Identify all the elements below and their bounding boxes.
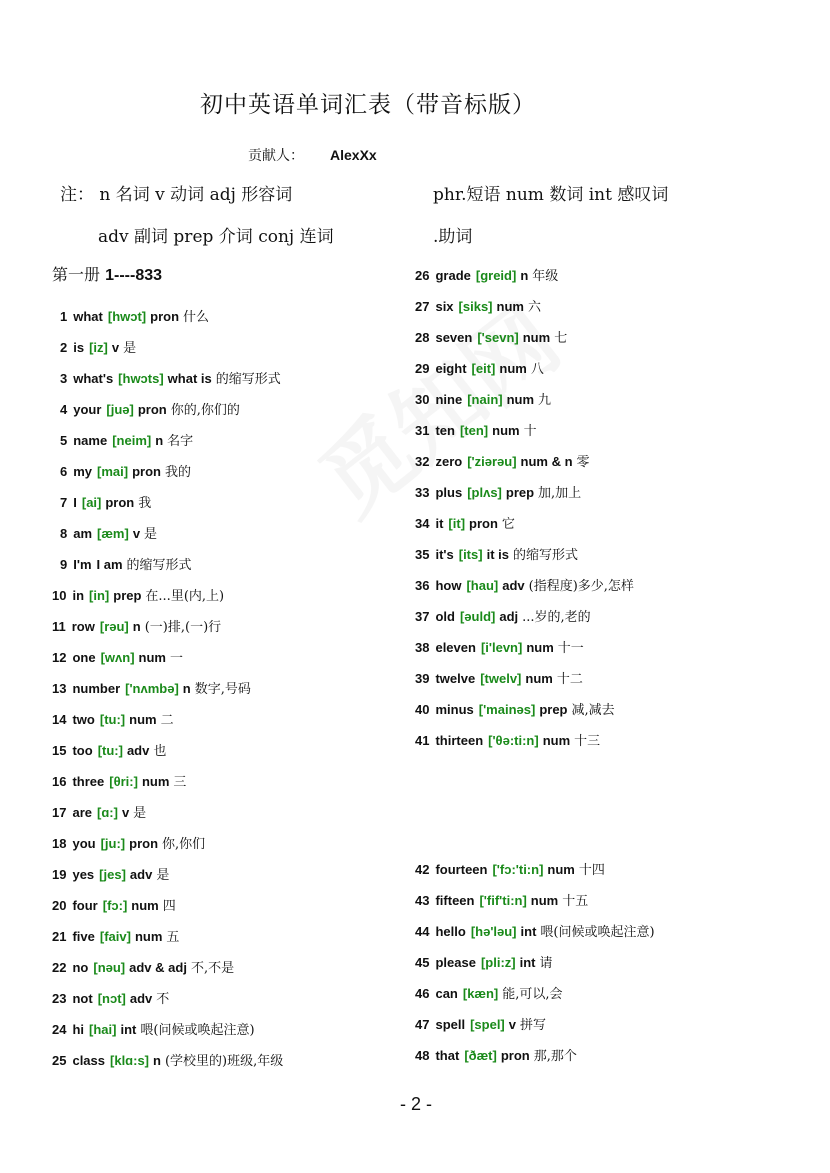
entry-pos: adv [126,743,150,758]
entry-word: no [72,960,89,975]
entry-phonetic: [in] [89,588,110,603]
entry-number: 9 [60,557,68,572]
entry-phonetic: ['fɔ:'ti:n] [492,862,544,877]
entry-word: too [72,743,93,758]
list-item [415,358,544,377]
entry-number: 14 [52,712,67,727]
entry-phonetic: [mai] [97,464,129,479]
entry-word: five [72,929,95,944]
entry-word: six [435,299,454,314]
entry-meaning: 名字 [167,434,194,449]
list-item [415,1045,577,1064]
list-item [415,296,541,315]
list-item [415,513,515,532]
list-item [415,389,551,408]
list-item [60,368,281,387]
list-item [415,730,600,749]
entry-meaning: 在...里(内,上) [145,589,225,604]
entry-pos: adj [499,609,519,624]
entry-meaning: 喂(问候或唤起注意) [140,1023,255,1038]
entry-pos: num [138,650,166,665]
entry-number: 24 [52,1022,67,1037]
entry-meaning: 三 [173,775,187,790]
list-item [415,921,655,940]
entry-meaning: (指程度)多少,怎样 [528,579,634,594]
section-heading [52,262,162,285]
entry-phonetic: ['nʌmbə] [125,681,179,696]
entry-phonetic: [pli:z] [480,955,516,970]
entry-meaning: 也 [153,744,167,759]
entry-pos: it is [486,547,509,562]
entry-word: three [72,774,105,789]
entry-number: 5 [60,433,68,448]
entry-number: 35 [415,547,430,562]
entry-phonetic: [siks] [458,299,493,314]
list-item [52,678,251,697]
entry-meaning: 什么 [183,310,210,325]
list-item [415,265,558,284]
page-number: - 2 - [400,1094,433,1114]
list-item [415,1014,546,1033]
entry-meaning: 减,减去 [571,703,615,718]
entry-phonetic: [jes] [99,867,126,882]
entry-pos: num & n [520,454,573,469]
entry-phonetic: [fɔ:] [102,898,128,913]
entry-phonetic: [nɔt] [97,991,126,1006]
entry-pos: pron [500,1048,530,1063]
entry-pos: adv [129,867,153,882]
list-item [415,952,553,971]
entry-phonetic: [θri:] [109,774,138,789]
entry-phonetic: [it] [448,516,466,531]
entry-word: in [72,588,85,603]
entry-meaning: 零 [576,455,590,470]
list-item [60,430,193,449]
entry-meaning: 它 [501,517,515,532]
entry-pos: num [131,898,159,913]
entry-phonetic: [faiv] [99,929,131,944]
entry-word: hello [435,924,466,939]
entry-meaning: 四 [162,899,176,914]
entry-phonetic: [ai] [81,495,102,510]
entry-phonetic: [juə] [106,402,134,417]
entry-phonetic: [its] [458,547,483,562]
entry-pos: num [525,671,553,686]
entry-number: 22 [52,960,67,975]
entry-pos: int [520,924,537,939]
list-item [415,890,588,909]
list-item [60,461,191,480]
list-item [52,926,179,945]
entry-pos: num [542,733,571,748]
entry-pos: num [530,893,559,908]
entry-number: 39 [415,671,430,686]
entry-word: not [72,991,93,1006]
entry-pos: v [132,526,141,541]
entry-meaning: 你,你们 [162,837,206,852]
entry-word: are [72,805,92,820]
entry-number: 20 [52,898,67,913]
entry-pos: what is [167,371,212,386]
entry-number: 37 [415,609,430,624]
entry-word: I'm [73,557,92,572]
entry-number: 26 [415,268,430,283]
entry-number: 42 [415,862,430,877]
entry-meaning: 六 [527,300,541,315]
entry-pos: num [506,392,535,407]
entry-pos: adv [129,991,153,1006]
entry-phonetic: ['sevn] [477,330,519,345]
entry-phonetic: [ten] [459,423,489,438]
entry-word: it [435,516,444,531]
entry-phonetic: [klɑ:s] [110,1053,150,1068]
list-item [52,709,174,728]
entry-meaning: 十五 [562,894,589,909]
entry-pos: v [111,340,120,355]
entry-number: 12 [52,650,67,665]
entry-pos: int [519,955,536,970]
entry-phonetic: ['θə:ti:n] [488,733,539,748]
page-title: 初中英语单词汇表（带音标版） [200,92,536,118]
list-item [60,337,136,356]
entry-word: four [72,898,98,913]
entry-number: 48 [415,1048,430,1063]
entry-phonetic: [əuld] [459,609,496,624]
entry-word: thirteen [435,733,484,748]
entry-number: 17 [52,805,67,820]
list-item [52,616,221,635]
section-range: 1----833 [105,267,163,284]
entry-pos: num [499,361,527,376]
entry-meaning: 能,可以,会 [502,987,563,1002]
entry-phonetic: [ɑ:] [97,805,118,820]
entry-pos: pron [469,516,498,531]
entry-meaning: 二 [160,713,174,728]
entry-meaning: 十一 [557,641,584,656]
list-item [415,420,537,439]
entry-phonetic: [greid] [475,268,517,283]
contributor [248,145,377,165]
entry-pos: pron [137,402,167,417]
list-item [52,802,146,821]
list-item [52,771,186,790]
entry-pos: adv & adj [129,960,187,975]
list-item [415,606,591,625]
entry-phonetic: [i'levn] [480,640,523,655]
entry-word: fourteen [435,862,488,877]
list-item [52,957,234,976]
entry-word: I [73,495,77,510]
entry-number: 33 [415,485,430,500]
entry-pos: I am [96,557,123,572]
entry-phonetic: [tu:] [97,743,123,758]
entry-meaning: 七 [554,331,568,346]
entry-number: 32 [415,454,430,469]
entry-meaning: 不,不是 [190,961,235,976]
legend-line-2: phr.短语 num 数词 int 感叹词 [433,185,669,205]
entry-meaning: 我的 [164,465,191,480]
entry-word: plus [435,485,463,500]
entry-number: 31 [415,423,430,438]
entry-word: seven [435,330,473,345]
list-item [415,699,615,718]
entry-meaning: 八 [530,362,544,377]
list-item [415,575,634,594]
list-item [60,492,151,511]
entry-word: please [435,955,476,970]
entry-phonetic: [spel] [470,1017,505,1032]
list-item [415,451,590,470]
entry-meaning: 的缩写形式 [512,548,578,563]
entry-word: row [71,619,95,634]
entry-phonetic: [tu:] [99,712,126,727]
entry-number: 25 [52,1053,67,1068]
entry-number: 8 [60,526,68,541]
entry-phonetic: [hwɔt] [107,309,147,324]
entry-pos: prep [539,702,568,717]
entry-word: fifteen [435,893,475,908]
entry-word: it's [435,547,454,562]
entry-pos: pron [105,495,135,510]
entry-number: 45 [415,955,430,970]
list-item [60,306,209,325]
list-item [52,864,169,883]
entry-number: 18 [52,836,67,851]
entry-word: one [72,650,96,665]
entry-word: nine [435,392,463,407]
contributor-name: AlexXx [330,147,377,163]
list-item [415,983,563,1002]
entry-word: grade [435,268,471,283]
entry-phonetic: [hai] [89,1022,117,1037]
entry-word: is [73,340,85,355]
entry-number: 1 [60,309,68,324]
legend-line-1: 注： n 名词 v 动词 adj 形容词 [60,185,293,205]
list-item [52,1019,255,1038]
entry-phonetic: [hau] [466,578,499,593]
entry-number: 38 [415,640,430,655]
entry-phonetic: [kæn] [462,986,499,1001]
entry-meaning: 不 [156,992,170,1007]
entry-word: can [435,986,458,1001]
entry-word: two [72,712,95,727]
entry-phonetic: [iz] [89,340,108,355]
entry-pos: pron [150,309,180,324]
list-item [415,637,584,656]
entry-phonetic: [nəu] [93,960,126,975]
entry-word: what [73,309,103,324]
entry-phonetic: [neim] [112,433,152,448]
entry-phonetic: [ðæt] [464,1048,497,1063]
list-item [52,895,176,914]
entry-phonetic: [nain] [467,392,503,407]
legend-line-3: adv 副词 prep 介词 conj 连词 [98,227,334,247]
entry-number: 4 [60,402,68,417]
entry-word: name [73,433,108,448]
entry-word: eight [435,361,467,376]
entry-pos: n [132,619,141,634]
entry-word: minus [435,702,474,717]
entry-meaning: 五 [166,930,180,945]
entry-phonetic: [wʌn] [100,650,135,665]
entry-word: zero [435,454,463,469]
entry-pos: num [526,640,554,655]
entry-word: am [73,526,93,541]
entry-number: 47 [415,1017,430,1032]
entry-meaning: 十四 [578,863,605,878]
entry-number: 21 [52,929,67,944]
entry-word: number [72,681,121,696]
entry-meaning: 是 [133,806,147,821]
entry-number: 40 [415,702,430,717]
entry-word: how [435,578,462,593]
entry-word: class [72,1053,106,1068]
entry-meaning: 我 [138,496,152,511]
entry-meaning: 一 [170,651,184,666]
list-item [52,647,183,666]
entry-meaning: 是 [123,341,137,356]
entry-pos: adv [502,578,525,593]
entry-number: 23 [52,991,67,1006]
entry-number: 36 [415,578,430,593]
entry-pos: num [496,299,524,314]
entry-pos: n [155,433,164,448]
entry-meaning: 九 [538,393,552,408]
entry-meaning: 拼写 [520,1018,547,1033]
entry-pos: pron [129,836,159,851]
legend-line-4: .助词 [433,227,473,247]
entry-pos: num [522,330,551,345]
entry-pos: n [520,268,529,283]
list-item [60,523,157,542]
list-item [415,327,567,346]
entry-word: ten [435,423,455,438]
entry-number: 28 [415,330,430,345]
contributor-label: 贡献人： [248,148,304,164]
entry-number: 16 [52,774,67,789]
entry-meaning: 喂(问候或唤起注意) [540,925,655,940]
list-item [415,859,605,878]
list-item [52,585,224,604]
entry-pos: n [153,1053,161,1068]
entry-number: 41 [415,733,430,748]
entry-number: 43 [415,893,430,908]
entry-pos: v [121,805,130,820]
list-item [52,833,205,852]
entry-number: 44 [415,924,430,939]
entry-meaning: (学校里的)班级,年级 [164,1054,284,1069]
entry-word: spell [435,1017,466,1032]
entry-meaning: 十三 [574,734,601,749]
entry-meaning: 请 [539,956,553,971]
entry-pos: num [129,712,157,727]
entry-number: 7 [60,495,68,510]
entry-meaning: 的缩写形式 [126,558,192,573]
entry-phonetic: ['fif'ti:n] [479,893,527,908]
entry-phonetic: [rəu] [99,619,129,634]
entry-meaning: 是 [156,868,170,883]
entry-number: 3 [60,371,68,386]
list-item [60,554,192,573]
entry-phonetic: [hwɔts] [118,371,164,386]
entry-number: 46 [415,986,430,1001]
list-item [52,1050,283,1069]
entry-pos: pron [132,464,161,479]
list-item [52,988,169,1007]
entry-meaning: 年级 [532,269,559,284]
entry-word: yes [72,867,95,882]
entry-meaning: 你的,你们的 [170,403,240,418]
entry-word: twelve [435,671,476,686]
entry-meaning: 那,那个 [533,1049,577,1064]
entry-number: 15 [52,743,67,758]
entry-word: you [72,836,96,851]
entry-meaning: ...岁的,老的 [522,610,591,625]
list-item [60,399,240,418]
entry-phonetic: [ju:] [100,836,126,851]
entry-phonetic: ['mainəs] [478,702,536,717]
list-item [415,482,581,501]
entry-phonetic: [æm] [97,526,129,541]
entry-pos: num [492,423,520,438]
entry-phonetic: [eit] [471,361,496,376]
entry-meaning: 十 [523,424,537,439]
entry-meaning: 十二 [556,672,583,687]
list-item [415,668,583,687]
section-label: 第一册 [52,265,101,284]
entry-number: 30 [415,392,430,407]
entry-pos: prep [113,588,142,603]
entry-word: hi [72,1022,85,1037]
entry-pos: v [508,1017,516,1032]
entry-phonetic: [plʌs] [467,485,502,500]
entry-phonetic: ['ziərəu] [467,454,517,469]
list-item [415,544,578,563]
entry-number: 10 [52,588,67,603]
entry-meaning: 加,加上 [538,486,582,501]
entry-meaning: 的缩写形式 [215,372,281,387]
entry-word: what's [73,371,114,386]
entry-word: eleven [435,640,476,655]
entry-meaning: (一)排,(一)行 [144,620,222,635]
entry-meaning: 是 [144,527,158,542]
entry-number: 13 [52,681,67,696]
entry-word: that [435,1048,460,1063]
entry-word: old [435,609,455,624]
entry-pos: prep [505,485,535,500]
entry-pos: num [547,862,575,877]
entry-word: your [73,402,102,417]
entry-number: 11 [52,619,66,634]
entry-number: 6 [60,464,68,479]
entry-pos: n [182,681,191,696]
entry-pos: int [120,1022,137,1037]
entry-number: 34 [415,516,430,531]
entry-number: 19 [52,867,67,882]
entry-pos: num [134,929,163,944]
entry-word: my [73,464,93,479]
entry-phonetic: [twelv] [480,671,522,686]
entry-number: 27 [415,299,430,314]
entry-number: 2 [60,340,68,355]
entry-number: 29 [415,361,430,376]
entry-phonetic: [hə'ləu] [470,924,517,939]
entry-pos: num [141,774,170,789]
list-item [52,740,166,759]
entry-meaning: 数字,号码 [194,682,251,697]
